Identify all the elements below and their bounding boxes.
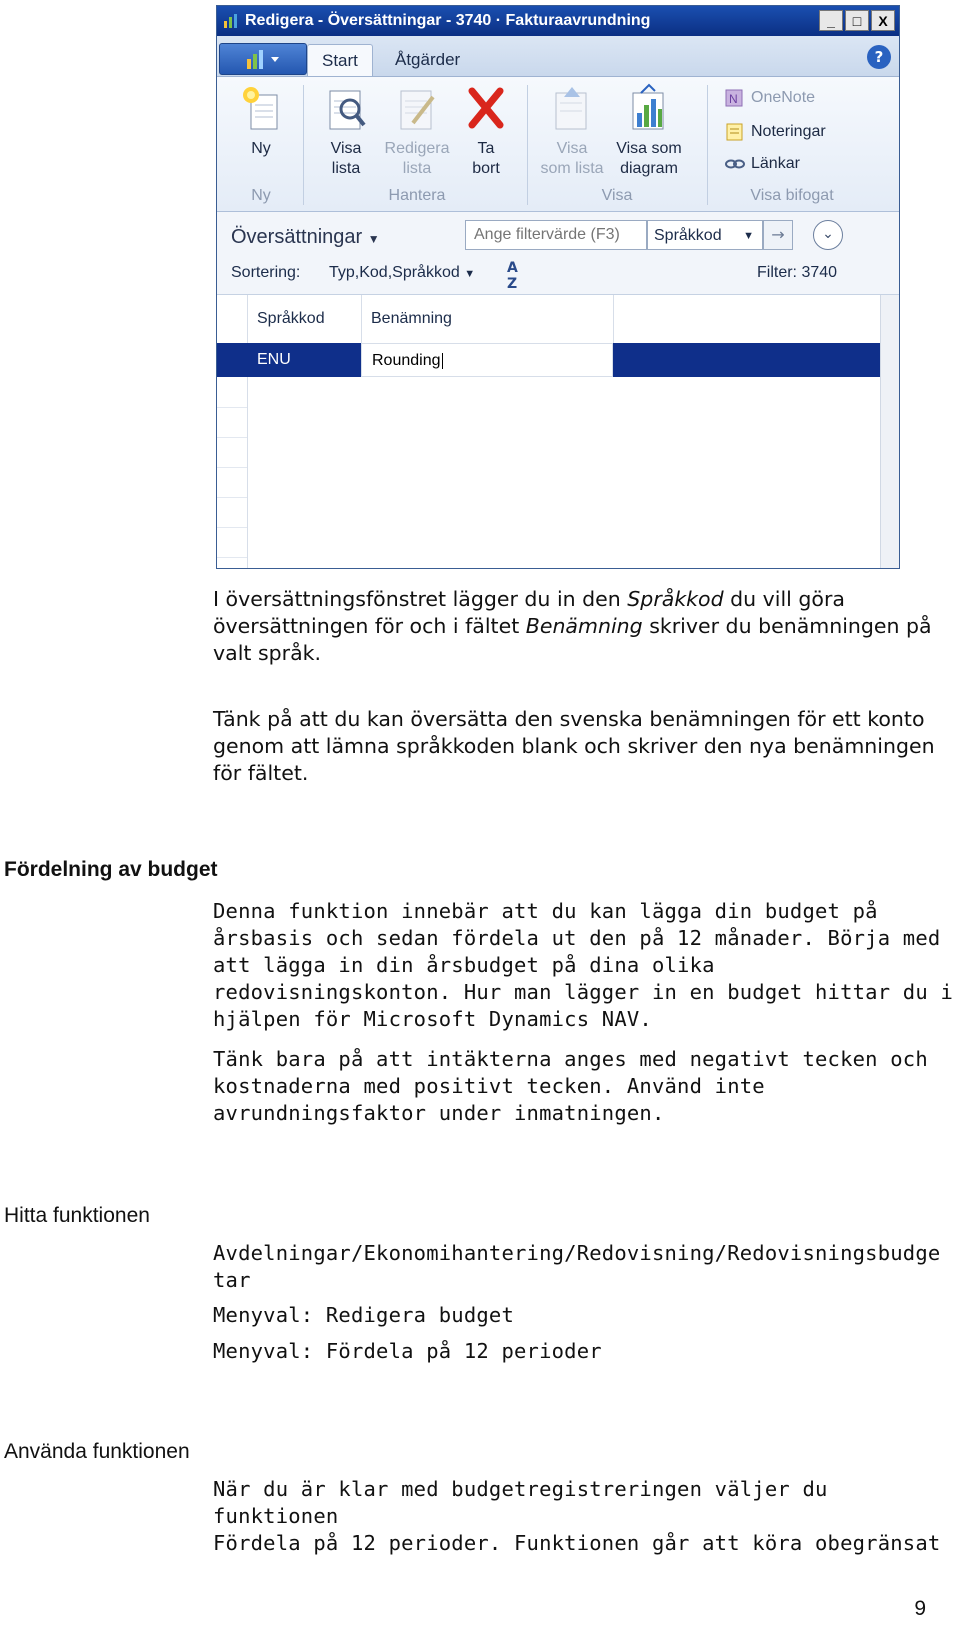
p1-text-c: skriver du benämningen på valt språk.	[213, 614, 932, 665]
filter-input[interactable]	[465, 220, 647, 250]
minimize-button[interactable]: _	[819, 10, 843, 31]
group-label-manage: Hantera	[388, 187, 446, 204]
page-caption: Översättningar	[231, 226, 363, 248]
navigation-path-line-2: tar	[213, 1268, 251, 1292]
ribbon-tab-bar	[217, 36, 899, 77]
filter-field-select[interactable]	[647, 220, 763, 250]
maximize-button[interactable]: □	[845, 10, 869, 31]
group-label-view: Visa	[601, 187, 633, 204]
svg-text:N: N	[729, 92, 738, 106]
sort-dropdown[interactable]	[329, 264, 475, 282]
delete-icon	[464, 83, 508, 133]
window-title: Redigera - Översättningar - 3740 · Fakturaavrundning	[245, 12, 651, 29]
navigation-path-line-1: Avdelningar/Ekonomihantering/Redovisning/Redovisningsbudge	[213, 1241, 941, 1265]
onenote-icon	[725, 89, 745, 107]
sort-direction-icon[interactable]: A Z	[507, 260, 518, 292]
chevron-down-circle-icon: ⌄	[822, 226, 834, 242]
expand-filter-button[interactable]	[813, 220, 843, 250]
column-header-name[interactable]: Benämning	[371, 310, 452, 327]
p1-emphasis-lang-code: Språkkod	[627, 587, 724, 611]
links-label: Länkar	[751, 155, 800, 172]
screenshot-window	[216, 5, 900, 569]
use-function-line-1: När du är klar med budgetregistreringen väljer du funktionen	[213, 1477, 828, 1528]
caret-down-icon: ▼	[464, 268, 476, 280]
filter-field-value: Språkkod	[654, 227, 722, 244]
application-menu-button[interactable]	[219, 43, 307, 75]
translations-grid	[217, 295, 899, 569]
edit-list-label-2: lista	[402, 160, 432, 177]
view-as-chart-label-1: Visa som	[616, 140, 682, 157]
group-label-new: Ny	[251, 187, 271, 204]
onenote-label: OneNote	[751, 89, 816, 106]
notes-label: Noteringar	[751, 123, 826, 140]
tab-start[interactable]: Start	[307, 44, 373, 76]
view-as-chart-label-2: diagram	[620, 160, 678, 177]
new-document-icon	[239, 83, 283, 133]
view-as-list-label-1: Visa	[556, 140, 588, 157]
paragraph-budget-description: Denna funktion innebär att du kan lägga din budget på årsbasis och sedan fördela ut den på 12 månader. Börja med att lägga in din årsbudget på dina olika redovisningskonton. Hur man lägger in en budget hittar du i hjälpen för Microsoft Dynamics NAV.	[213, 899, 953, 1031]
page-number: 9	[914, 1597, 926, 1620]
chart-icon	[627, 83, 671, 133]
links-button[interactable]	[725, 155, 800, 173]
paragraph-budget-signs: Tänk bara på att intäkterna anges med negativt tecken och kostnaderna med positivt tecken. Använd inte avrundningsfaktor under inmatningen.	[213, 1047, 928, 1125]
menu-choice-edit-budget: Menyval: Redigera budget	[213, 1303, 515, 1327]
use-function-line-2: Fördela på 12 perioder. Funktionen går att köra obegränsat	[213, 1531, 941, 1555]
cell-name-editor[interactable]	[361, 343, 613, 377]
filter-bar	[217, 212, 899, 295]
sort-value: Typ,Kod,Språkkod	[329, 264, 460, 281]
heading-find-function: Hitta funktionen	[4, 1204, 150, 1227]
edit-list-icon	[395, 83, 439, 133]
cell-name-value: Rounding	[372, 352, 441, 369]
notes-icon	[725, 123, 745, 141]
p1-emphasis-name: Benämning	[525, 614, 643, 638]
menu-choice-distribute: Menyval: Fördela på 12 perioder	[213, 1339, 602, 1363]
paragraph-translation-window	[213, 586, 953, 667]
group-label-attached: Visa bifogat	[750, 187, 834, 204]
heading-use-function: Använda funktionen	[4, 1440, 190, 1463]
delete-label-2: bort	[472, 160, 500, 177]
column-header-lang[interactable]: Språkkod	[257, 310, 325, 327]
new-button[interactable]	[231, 83, 291, 159]
paragraph-translation-tip: Tänk på att du kan översätta den svenska benämningen för ett konto genom att lämna språkkoden blank och skriver den nya benämningen för fältet.	[213, 707, 935, 785]
edit-list-label-1: Redigera	[384, 140, 450, 157]
chevron-down-icon: ▼	[743, 230, 754, 242]
view-as-list-button[interactable]	[535, 83, 609, 179]
filter-status: Filter: 3740	[757, 264, 838, 281]
view-as-list-icon	[550, 83, 594, 133]
p1-text-a: I översättningsfönstret lägger du in den	[213, 587, 628, 611]
ribbon	[217, 77, 899, 212]
vertical-scrollbar[interactable]	[880, 295, 899, 569]
cell-lang[interactable]: ENU	[257, 351, 291, 368]
view-list-icon	[324, 83, 368, 133]
close-button[interactable]: X	[871, 10, 895, 31]
delete-label-1: Ta	[477, 140, 495, 157]
p1-text-b: du vill göra översättningen för och i fältet	[213, 587, 845, 638]
edit-list-button[interactable]	[377, 83, 457, 179]
view-as-list-label-2: som lista	[540, 160, 604, 177]
view-list-button[interactable]	[313, 83, 379, 179]
tab-actions[interactable]: Åtgärder	[395, 50, 461, 69]
new-button-label: Ny	[251, 140, 271, 157]
app-menu-icon	[243, 49, 283, 71]
apply-filter-button[interactable]	[763, 220, 793, 250]
page-caption-dropdown[interactable]	[231, 226, 380, 249]
view-list-label-1: Visa	[330, 140, 362, 157]
app-icon	[223, 13, 239, 29]
navigation-path	[213, 1240, 953, 1294]
links-icon	[725, 155, 745, 173]
heading-budget-distribution: Fördelning av budget	[4, 858, 218, 881]
caret-down-icon: ▼	[367, 232, 380, 246]
paragraph-use-function	[213, 1476, 953, 1557]
view-as-chart-button[interactable]	[609, 83, 689, 179]
arrow-right-icon: →	[771, 225, 785, 244]
view-list-label-2: lista	[331, 160, 361, 177]
delete-button[interactable]	[461, 83, 511, 179]
notes-button[interactable]	[725, 123, 826, 141]
sort-label: Sortering:	[231, 264, 301, 281]
onenote-button[interactable]	[725, 89, 815, 107]
help-icon[interactable]: ?	[867, 45, 891, 69]
title-bar	[217, 6, 899, 36]
